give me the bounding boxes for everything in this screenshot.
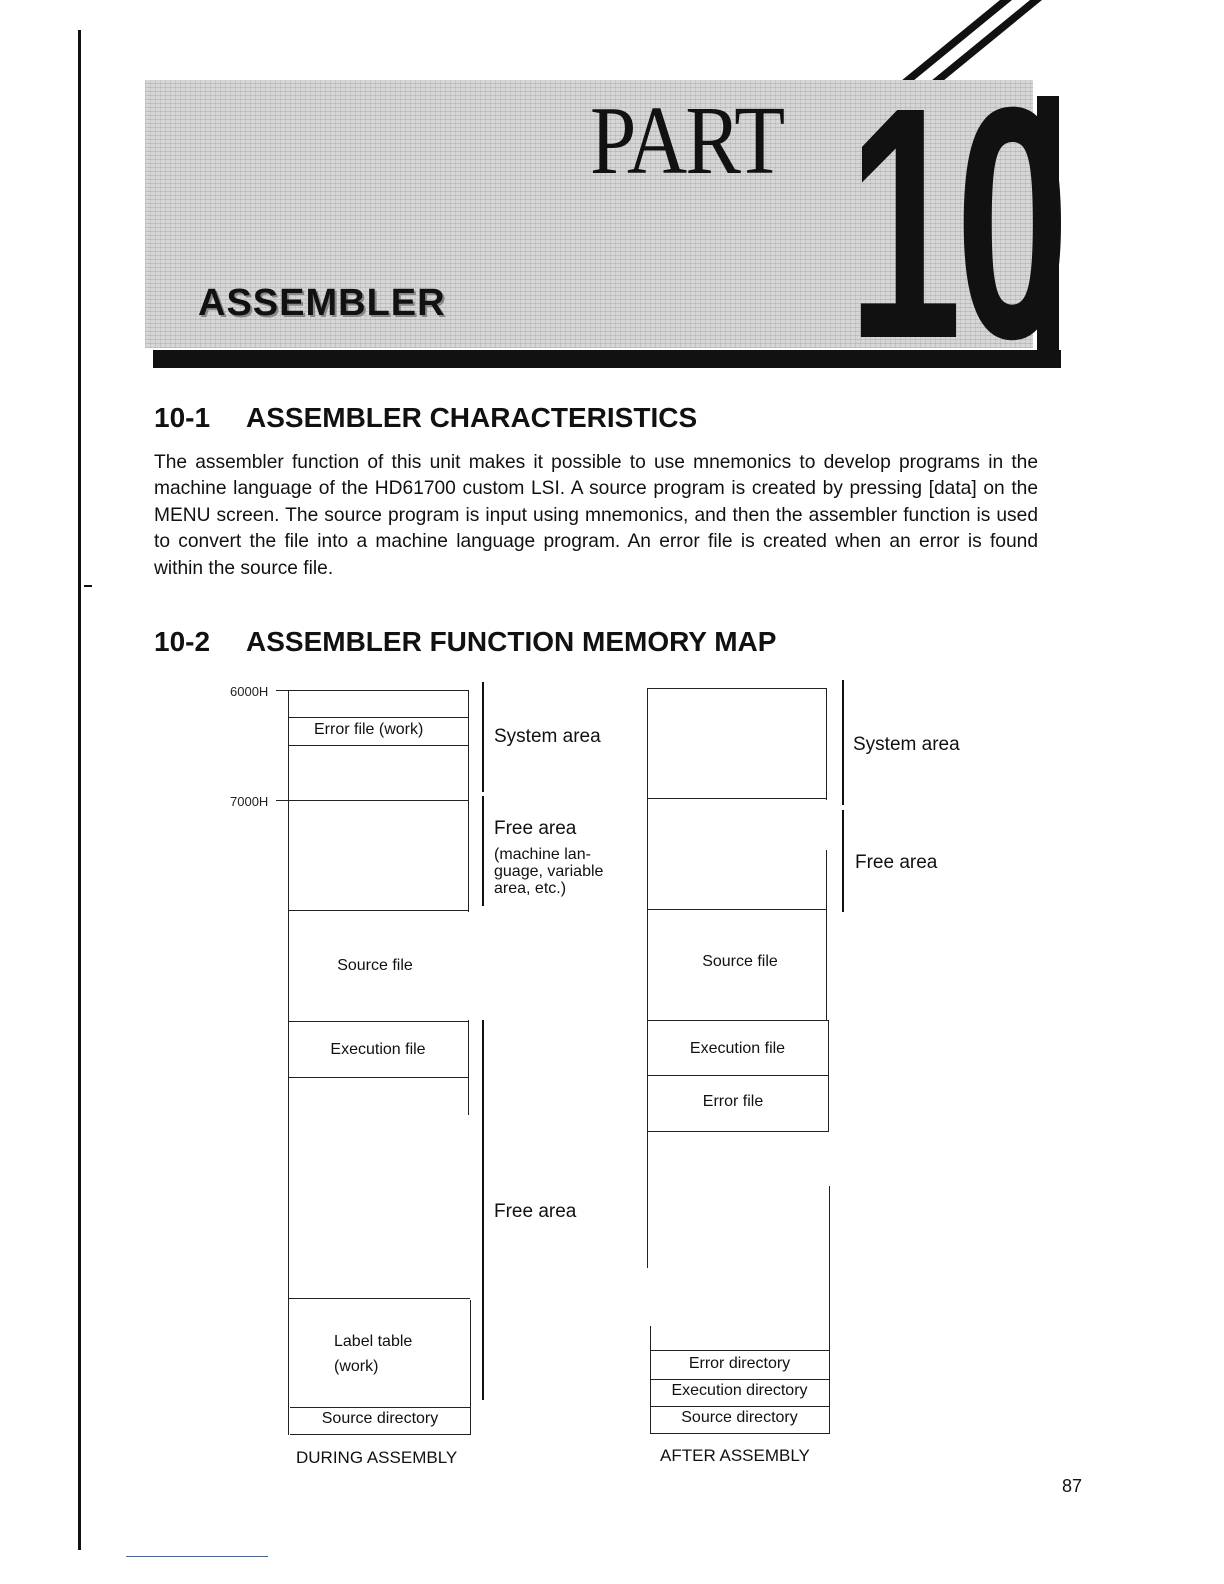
after-divider (650, 1379, 829, 1380)
after-divider (650, 1406, 829, 1407)
after-divider (647, 688, 827, 689)
after-divider (647, 798, 827, 799)
during-divider (288, 717, 468, 718)
after-error-directory: Error directory (688, 1355, 791, 1372)
section-body-paragraph: The assembler function of this unit makes it possible to use mnemonics to develop programs in the machine language of the HD61700 custom LSI. A source program is created by pressing [data] on the MENU screen. The source program is input using mnemonics, and then the assembler function is used to convert the file into a machine language program. An error file is created when an error is found within the source file. (154, 452, 1038, 579)
page-binding-line (78, 30, 81, 1550)
during-divider (288, 1021, 468, 1022)
bracket-after-system-area (842, 680, 844, 805)
during-free-area-bottom: Free area (494, 1201, 577, 1222)
part-title: ASSEMBLER (198, 282, 446, 324)
during-divider (288, 1298, 470, 1299)
during-free-area-note: (machine lan-guage, variable area, etc.) (494, 846, 604, 897)
during-divider (288, 910, 468, 911)
after-map-right-edge-bottom (829, 1186, 830, 1434)
bracket-free-area-bottom (482, 1020, 484, 1400)
address-6000h: 6000H (230, 684, 269, 699)
after-divider (647, 1075, 828, 1076)
bracket-free-area-top (482, 796, 484, 906)
after-divider (647, 1020, 828, 1021)
during-free-area-top: Free area (494, 818, 577, 839)
part-word: PART (590, 87, 784, 195)
page-binding-tick (84, 585, 92, 587)
during-execution-file: Execution file (330, 1041, 426, 1058)
section-number: 10-2 (154, 626, 211, 657)
after-divider (650, 1433, 829, 1434)
during-map-right-edge-mid (468, 1020, 469, 1115)
bottom-link-underline (126, 1556, 268, 1557)
section-number: 10-1 (154, 402, 211, 433)
during-map-left-edge (288, 690, 289, 1435)
during-map-right-edge-bottom (470, 1300, 471, 1435)
after-assembly-caption: AFTER ASSEMBLY (660, 1446, 810, 1465)
during-error-file-work: Error file (work) (314, 721, 424, 738)
after-divider (650, 1350, 829, 1351)
during-system-area: System area (494, 726, 601, 747)
during-source-directory: Source directory (321, 1410, 439, 1427)
during-source-file: Source file (337, 957, 413, 974)
page-number: 87 (1062, 1476, 1083, 1496)
during-map-right-edge-top (468, 690, 469, 912)
bracket-system-area (482, 682, 484, 792)
address-7000h: 7000H (230, 794, 269, 809)
during-assembly-caption: DURING ASSEMBLY (296, 1448, 458, 1467)
section-heading-10-2 (154, 626, 776, 658)
after-map-right-edge-files (828, 1020, 829, 1132)
after-execution-directory: Execution directory (671, 1382, 808, 1399)
section-title: ASSEMBLER CHARACTERISTICS (246, 402, 698, 433)
after-system-area: System area (853, 734, 960, 755)
after-map-right-edge-top (826, 688, 827, 800)
after-map-left-edge (647, 688, 648, 1268)
during-divider (288, 1077, 468, 1078)
during-label-table-line1: Label table (334, 1333, 413, 1350)
during-divider (290, 1407, 470, 1408)
after-error-file: Error file (702, 1093, 764, 1110)
after-source-directory: Source directory (681, 1409, 798, 1426)
bracket-after-free-area (842, 810, 844, 912)
after-free-area: Free area (855, 852, 938, 873)
address-6000h-line (276, 690, 468, 691)
after-divider (647, 1131, 828, 1132)
during-label-table-line2: (work) (334, 1358, 379, 1375)
after-map-right-edge-mid (826, 850, 827, 1020)
after-divider (647, 909, 827, 910)
after-execution-file: Execution file (689, 1040, 786, 1057)
part-number: 10 (848, 38, 1064, 407)
during-divider (288, 745, 468, 746)
during-divider (290, 1434, 470, 1435)
section-heading-10-1 (154, 402, 697, 434)
after-source-file: Source file (702, 953, 778, 970)
section-title: ASSEMBLER FUNCTION MEMORY MAP (246, 626, 777, 657)
address-7000h-line (276, 800, 468, 801)
